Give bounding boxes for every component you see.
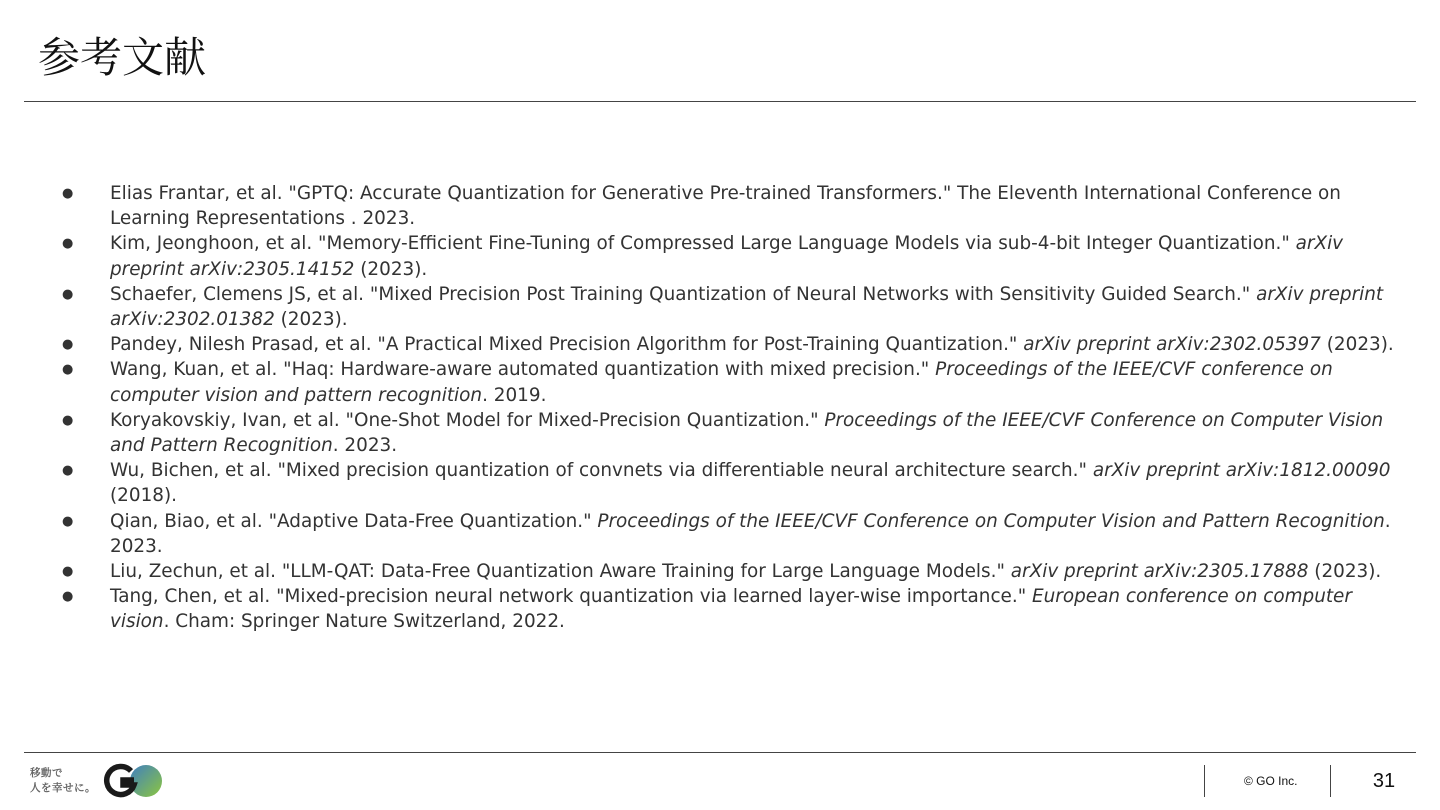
page-number: 31 [1372,770,1396,792]
reference-tail: . Cham: Springer Nature Switzerland, 2022. [163,611,565,633]
reference-item [58,559,1403,584]
reference-venue: arXiv preprint arXiv:2305.14152 [110,233,1344,280]
reference-text: Pandey, Nilesh Prasad, et al. "A Practical Mixed Precision Algorithm for Post-Training Quantization." [110,334,1024,356]
brand-tagline [30,766,110,796]
reference-venue: arXiv preprint arXiv:1812.00090 [1092,460,1391,482]
reference-venue: Proceedings of the IEEE/CVF Conference on Computer Vision and Pattern Recognition [597,510,1385,532]
reference-text: Elias Frantar, et al. "GPTQ: Accurate Quantization for Generative Pre-trained Transformers." The Eleventh International Conference on Learning Representations . 2023. [110,183,1341,230]
header-divider [24,101,1416,102]
reference-text: Liu, Zechun, et al. "LLM-QAT: Data-Free Quantization Aware Training for Large Language Models." [110,561,1011,583]
reference-venue: European conference on computer vision [110,586,1352,633]
copyright-text: © GO Inc. [1244,774,1298,788]
reference-tail: (2023). [1308,561,1382,583]
reference-item [58,509,1403,559]
reference-item [58,408,1403,458]
reference-tail: (2023). [274,309,348,331]
footer-divider [24,752,1416,753]
reference-text: Schaefer, Clemens JS, et al. "Mixed Precision Post Training Quantization of Neural Networks with Sensitivity Guided Search." [110,283,1257,305]
reference-item [58,282,1403,332]
logo-g-mark [107,767,134,795]
footer-separator [1204,765,1205,797]
footer-separator [1330,765,1331,797]
reference-tail: . 2023. [332,435,398,457]
reference-item [58,332,1403,357]
reference-item [58,231,1403,281]
logo-o-mark [130,765,162,797]
tagline-line: 人を幸せに。 [30,782,96,794]
reference-text: Qian, Biao, et al. "Adaptive Data-Free Quantization." [110,510,598,532]
reference-venue: arXiv preprint arXiv:2302.05397 [1023,334,1321,356]
reference-item [58,181,1403,231]
go-logo-icon [103,763,165,799]
reference-tail: (2018). [110,485,177,507]
reference-text: Kim, Jeonghoon, et al. "Memory-Efficient Fine-Tuning of Compressed Large Language Models via sub-4-bit Integer Quantization." [110,233,1296,255]
reference-item [58,584,1403,634]
slide-title: 参考文献 [38,33,207,82]
tagline-line: 移動で [30,767,63,779]
reference-item [58,458,1403,508]
reference-venue: arXiv preprint arXiv:2302.01382 [110,283,1384,331]
reference-text: Tang, Chen, et al. "Mixed-precision neural network quantization via learned layer-wise importance." [110,586,1033,608]
reference-tail: (2023). [354,258,428,280]
reference-item [58,357,1403,407]
reference-tail: . 2023. [110,510,1391,557]
reference-venue: Proceedings of the IEEE/CVF conference on computer vision and pattern recognition [110,359,1333,406]
reference-venue: Proceedings of the IEEE/CVF Conference on Computer Vision and Pattern Recognition [110,409,1384,457]
reference-text: Wang, Kuan, et al. "Haq: Hardware-aware automated quantization with mixed precision." [110,359,936,381]
reference-list [58,181,1403,635]
reference-text: Wu, Bichen, et al. "Mixed precision quantization of convnets via differentiable neural architecture search." [110,460,1093,482]
reference-text: Koryakovskiy, Ivan, et al. "One-Shot Model for Mixed-Precision Quantization." [110,409,825,431]
logo-text: GO [103,763,105,764]
reference-venue: arXiv preprint arXiv:2305.17888 [1010,561,1309,583]
reference-tail: (2023). [1320,334,1394,356]
reference-tail: . 2019. [482,384,547,406]
